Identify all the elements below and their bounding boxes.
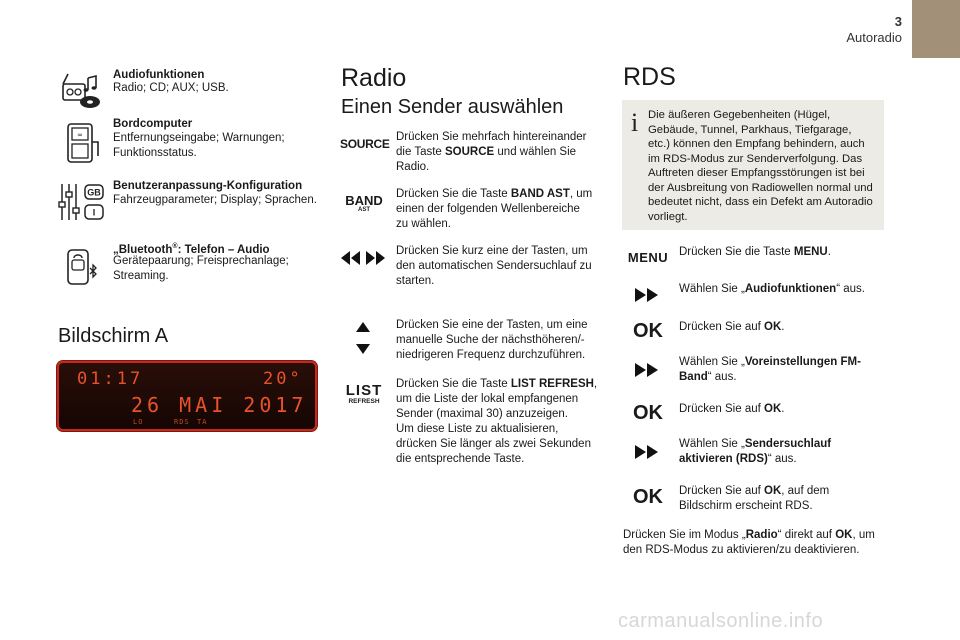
instruction-line: Drücken Sie kurz eine der Tasten, um	[396, 245, 588, 257]
instruction-line: manuelle Suche der nächsthöheren/-	[396, 334, 585, 346]
source-key: SOURCE	[340, 137, 390, 151]
rds-step-ok-2-text	[679, 402, 879, 417]
instruction-line: Sender (maximal 30) anzuzeigen.	[396, 408, 568, 420]
rds-title: RDS	[623, 63, 676, 91]
instruction-line: Drücken Sie eine der Tasten, um eine	[396, 319, 588, 331]
instruction-line: Drücken Sie auf OK.	[679, 403, 785, 415]
ok-key: OK	[633, 486, 663, 508]
feature-settings-title: Benutzeranpassung-Konfiguration	[113, 180, 303, 192]
instruction-line: zu wählen.	[396, 218, 451, 230]
menu-key: MENU	[627, 250, 669, 265]
instruction-line: Um diese Liste zu aktualisieren,	[396, 423, 559, 435]
instruction-line: starten.	[396, 275, 435, 287]
instruction-line: drücken Sie länger als zwei Sekunden	[396, 438, 591, 450]
instruction-line: Wählen Sie „Sendersuchlauf	[679, 438, 832, 450]
instruction-line: Drücken Sie im Modus „Radio“ direkt auf OK, um	[623, 529, 875, 541]
display-temperature: 20°	[263, 369, 303, 389]
trip-computer-icon	[60, 122, 104, 166]
instruction-line: Drücken Sie mehrfach hintereinander	[396, 131, 587, 143]
radio-step-source-text	[396, 130, 596, 175]
feature-trip-title: Bordcomputer	[113, 118, 193, 130]
band-key: BAND	[345, 193, 383, 208]
instruction-line: Drücken Sie die Taste MENU.	[679, 246, 831, 258]
instruction-line: Wählen Sie „Voreinstellungen FM-	[679, 356, 861, 368]
feature-trip-desc-2: Funktionsstatus.	[113, 147, 197, 159]
ok-key: OK	[633, 402, 663, 424]
list-key-sub: REFRESH	[348, 398, 380, 405]
rds-step-select-fm-text	[679, 355, 879, 385]
up-down-buttons-icon	[355, 320, 371, 358]
rds-step-activate-text	[679, 437, 879, 467]
feature-trip-desc-1: Entfernungseingabe; Warnungen;	[113, 132, 285, 144]
instruction-line: Drücken Sie die Taste LIST REFRESH,	[396, 378, 598, 390]
rds-step-menu-text	[679, 245, 879, 260]
instruction-line: Bildschirm erscheint RDS.	[679, 500, 813, 512]
rds-info-text: Die äußeren Gegebenheiten (Hügel, Gebäude, Tunnel, Parkhaus, Tiefgarage, etc.) können den Empfang behindern, auch im RDS-Modus zur Senderverfolgung. Das Auftreten dieser Empfangsstörungen ist bei der Ausbreitung von Radiowellen normal und bedeutet nicht, dass ein Defekt am Autoradio vorliegt.	[648, 109, 873, 223]
forward-button-icon	[634, 444, 660, 460]
audio-music-icon	[60, 70, 104, 114]
svg-text:∞: ∞	[77, 131, 83, 139]
radio-step-manual-text	[396, 318, 596, 363]
instruction-line: Drücken Sie die Taste BAND AST, um	[396, 188, 593, 200]
ok-key: OK	[633, 320, 663, 342]
radio-title: Radio	[341, 64, 407, 92]
list-key: LIST	[345, 382, 383, 399]
instruction-line: aktivieren (RDS)“ aus.	[679, 453, 797, 465]
rds-step-ok-3-text	[679, 484, 879, 514]
feature-audio-title: Audiofunktionen	[113, 69, 205, 81]
feature-bluetooth-desc-1: Gerätepaarung; Freisprechanlage;	[113, 255, 289, 267]
instruction-line: den automatischen Sendersuchlauf zu	[396, 260, 592, 272]
display-indicator-lo: LO	[133, 418, 144, 426]
settings-sliders-icon	[58, 180, 106, 224]
seek-buttons-icon	[340, 250, 386, 266]
page-number: 3	[894, 14, 902, 29]
feature-settings-desc: Fahrzeugparameter; Display; Sprachen.	[113, 194, 317, 206]
feature-bluetooth-desc-2: Streaming.	[113, 270, 169, 282]
instruction-line: den RDS-Modus zu aktivieren/zu deaktivieren.	[623, 544, 860, 556]
radio-subtitle: Einen Sender auswählen	[341, 96, 564, 118]
instruction-line: Radio.	[396, 161, 430, 173]
display-date: 26 MAI 2017	[131, 393, 308, 417]
radio-step-list-text	[396, 377, 601, 467]
instruction-line: Drücken Sie auf OK, auf dem	[679, 485, 830, 497]
feature-audio-desc: Radio; CD; AUX; USB.	[113, 82, 229, 94]
forward-button-icon	[634, 362, 660, 378]
rds-footer-text	[623, 528, 893, 558]
radio-display-screen	[57, 361, 317, 431]
rds-info-box	[622, 100, 884, 230]
forward-button-icon	[634, 287, 660, 303]
instruction-line: Drücken Sie auf OK.	[679, 321, 785, 333]
instruction-line: niedrigeren Frequenz durchzuführen.	[396, 349, 586, 361]
radio-step-seek-text	[396, 244, 596, 289]
instruction-line: einen der folgenden Wellenbereiche	[396, 203, 580, 215]
rds-step-select-audio-text	[679, 282, 879, 297]
feature-bluetooth-title: „Bluetooth®: Telefon – Audio	[113, 243, 270, 256]
display-indicator-ta: TA	[197, 418, 208, 426]
chapter-tab	[912, 0, 960, 58]
radio-step-band-text	[396, 187, 596, 232]
rds-step-ok-1-text	[679, 320, 879, 335]
svg-text:GB: GB	[87, 187, 101, 198]
instruction-line: die entsprechende Taste.	[396, 453, 525, 465]
instruction-line: Band“ aus.	[679, 371, 737, 383]
chapter-title: Autoradio	[846, 30, 902, 45]
watermark: carmanualsonline.info	[618, 610, 824, 632]
instruction-line: um die Liste der lokal empfangenen	[396, 393, 579, 405]
display-indicator-rds: RDS	[174, 418, 190, 426]
bluetooth-phone-icon	[60, 246, 104, 290]
band-key-sub: AST	[358, 207, 370, 213]
instruction-line: Wählen Sie „Audiofunktionen“ aus.	[679, 283, 865, 295]
instruction-line: die Taste SOURCE und wählen Sie	[396, 146, 577, 158]
info-icon: i	[631, 108, 639, 137]
display-time: 01:17	[77, 369, 144, 389]
svg-text:I: I	[92, 207, 96, 218]
display-section-title: Bildschirm A	[58, 325, 169, 347]
